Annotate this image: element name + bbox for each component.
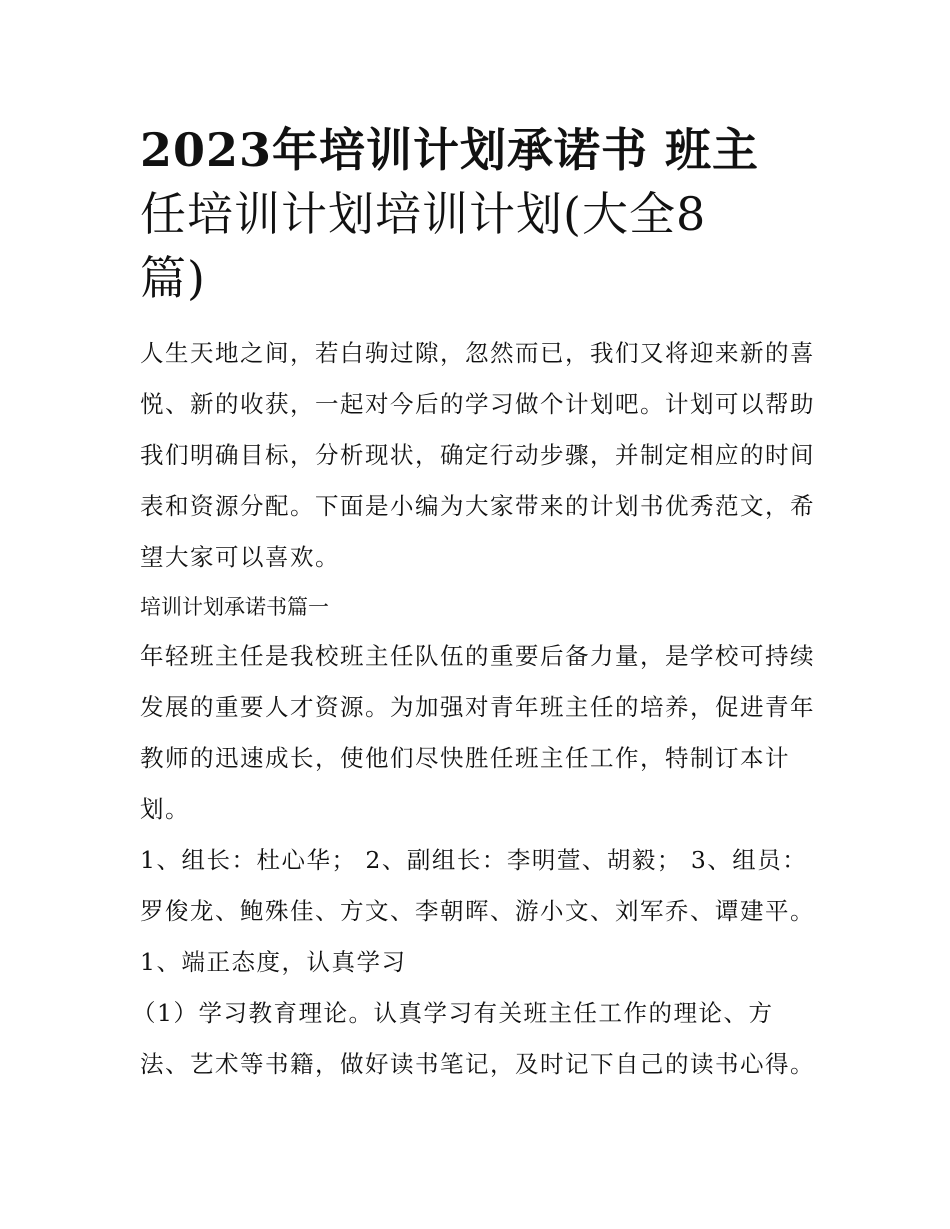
section-paragraph-item-1: 1、端正态度，认真学习	[140, 948, 407, 976]
title-line-1-text: 2023年培训计划承诺书 班主	[140, 123, 760, 177]
title-line-3: 篇)	[140, 251, 206, 305]
section-paragraph-1: 年轻班主任是我校班主任队伍的重要后备力量，是学校可持续发展的重要人才资源。为加强对青年班主任的培养，促进青年教师的迅速成长，使他们尽快胜任班主任工作，特制订本计划。	[140, 642, 815, 823]
section-paragraph-sub-1: （1）学习教育理论。认真学习有关班主任工作的理论、方法、艺术等书籍，做好读书笔记，及时记下自己的读书心得。	[132, 999, 815, 1078]
section-heading: 培训计划承诺书篇一	[140, 595, 329, 619]
title-line-1	[140, 118, 820, 182]
document-title	[140, 118, 820, 310]
intro-paragraph: 人生天地之间，若白驹过隙，忽然而已，我们又将迎来新的喜悦、新的收获，一起对今后的学习做个计划吧。计划可以帮助我们明确目标，分析现状，确定行动步骤，并制定相应的时间表和资源分配。下面是小编为大家带来的计划书优秀范文，希望大家可以喜欢。	[140, 339, 815, 571]
document-page	[132, 118, 820, 1090]
section-paragraph-members: 1、组长：杜心华； 2、副组长：李明萱、胡毅； 3、组员：罗俊龙、鲍殊佳、方文、李朝晖、游小文、刘军乔、谭建平。	[140, 846, 815, 925]
title-line-2: 任培训计划培训计划(大全8	[140, 187, 707, 241]
